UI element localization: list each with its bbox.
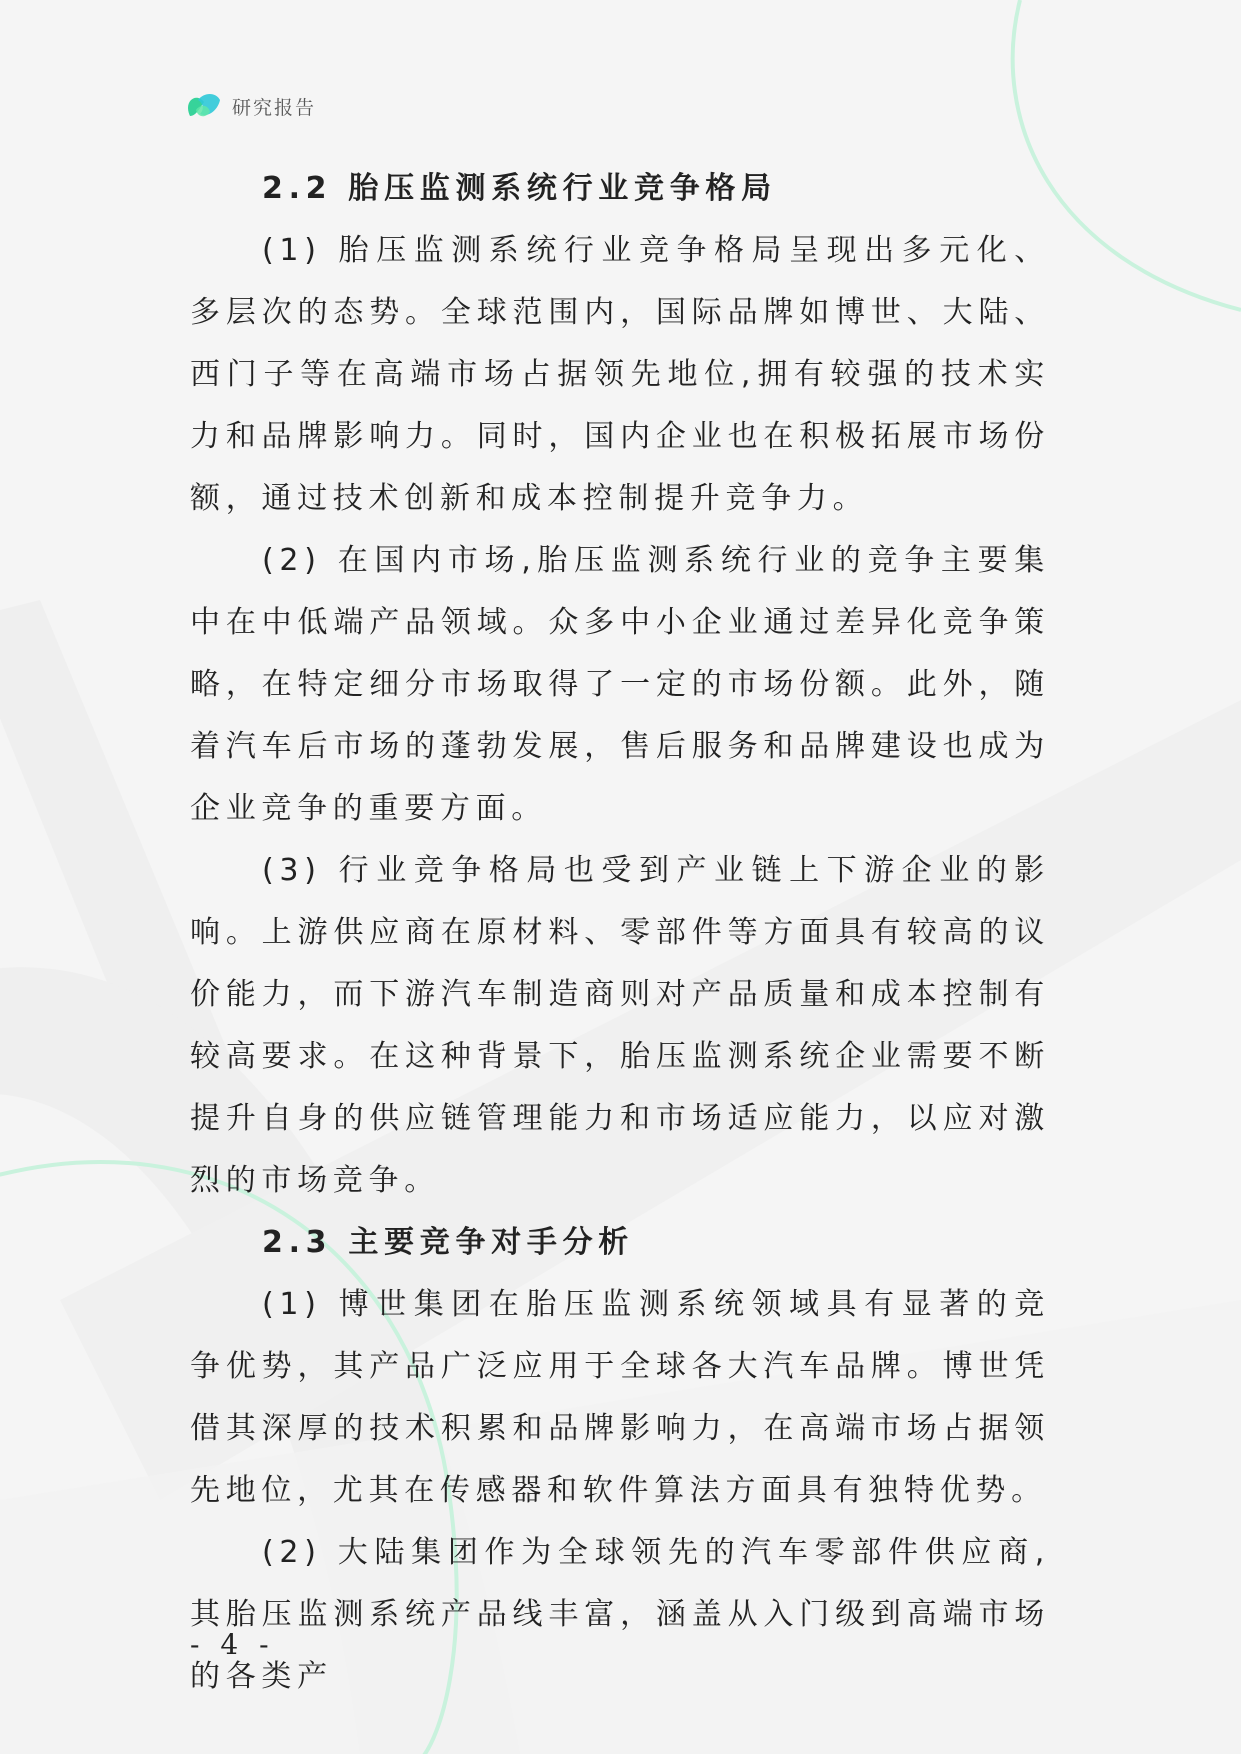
paragraph: (1) 博世集团在胎压监测系统领域具有显著的竞争优势，其产品广泛应用于全球各大汽车品牌。博世凭借其深厚的技术积累和品牌影响力，在高端市场占据领先地位，尤其在传感器和软件算法方面具有独特优势。 [190, 1287, 1050, 1508]
brand-leaf-logo-icon [186, 90, 222, 122]
page-number: - 4 - [190, 1628, 275, 1661]
page-header [186, 88, 316, 124]
paragraph: (1) 胎压监测系统行业竞争格局呈现出多元化、多层次的态势。全球范围内，国际品牌如博世、大陆、西门子等在高端市场占据领先地位,拥有较强的技术实力和品牌影响力。同时，国内企业也在积极拓展市场份额，通过技术创新和成本控制提升竞争力。 [190, 233, 1050, 516]
document-body [190, 158, 1050, 1708]
header-title: 研究报告 [232, 96, 317, 119]
paragraph: (2) 大陆集团作为全球领先的汽车零部件供应商,其胎压监测系统产品线丰富，涵盖从入门级到高端市场的各类产 [190, 1535, 1050, 1694]
section-heading: 2.3 主要竞争对手分析 [262, 1225, 634, 1260]
section-heading: 2.2 胎压监测系统行业竞争格局 [262, 171, 777, 206]
paragraph: (3) 行业竞争格局也受到产业链上下游企业的影响。上游供应商在原材料、零部件等方面具有较高的议价能力，而下游汽车制造商则对产品质量和成本控制有较高要求。在这种背景下，胎压监测系统企业需要不断提升自身的供应链管理能力和市场适应能力，以应对激烈的市场竞争。 [190, 853, 1050, 1198]
paragraph: (2) 在国内市场,胎压监测系统行业的竞争主要集中在中低端产品领域。众多中小企业通过差异化竞争策略，在特定细分市场取得了一定的市场份额。此外，随着汽车后市场的蓬勃发展，售后服务和品牌建设也成为企业竞争的重要方面。 [190, 543, 1050, 826]
